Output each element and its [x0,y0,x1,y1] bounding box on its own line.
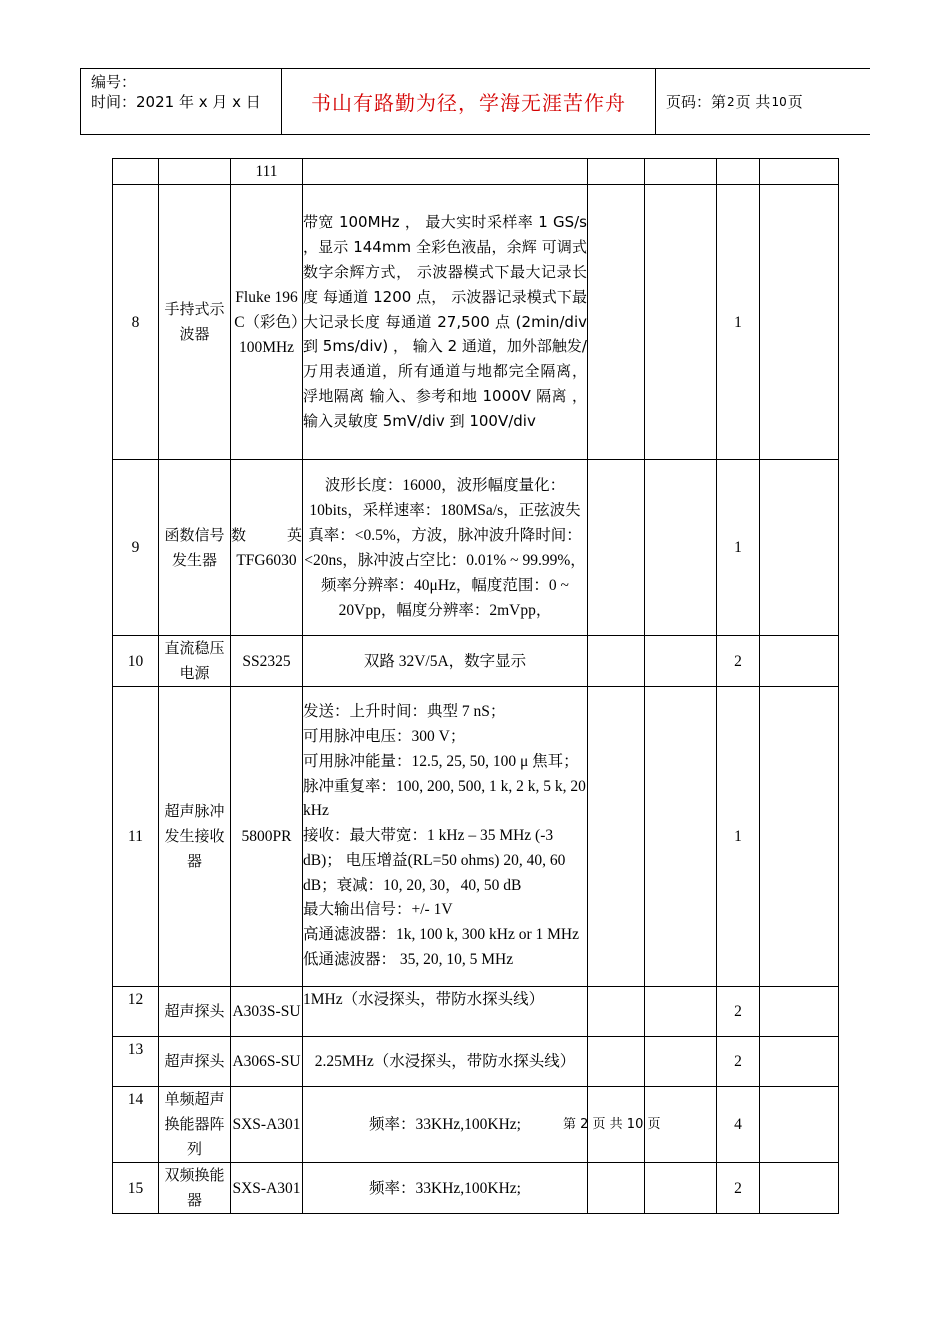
table-row [113,159,839,185]
table-row [113,687,839,987]
row-name: 双频换能器 [159,1163,231,1214]
row-spec: 双路 32V/5A，数字显示 [303,636,588,687]
row-empty-a [588,687,645,987]
row-model: A306S-SU [231,1037,303,1087]
page-mid: 页 共 [735,93,771,111]
row-model: SXS-A301 [231,1087,303,1163]
row-empty-b [645,1037,717,1087]
spec-line: 可用脉冲能量：12.5, 25, 50, 100 μ 焦耳；脉冲重复率：100, 200, 500, 1 k, 2 k, 5 k, 20 kHz [303,752,586,820]
page-prefix: 页码：第 [666,93,727,111]
row-empty-c [760,987,839,1037]
row-empty-a [588,185,645,460]
row-empty-c [760,1037,839,1087]
row-empty-a [588,460,645,636]
row-no [113,159,159,185]
spec-line: 高通滤波器：1k, 100 k, 300 kHz or 1 MHz 低通滤波器： 35, 20, 10, 5 MHz [303,926,579,969]
row-qty: 1 [717,460,760,636]
row-empty-c [760,159,839,185]
row-qty: 2 [717,1037,760,1087]
motto: 书山有路勤为径，学海无涯苦作舟 [311,91,626,115]
row-model: SXS-A301 [231,1163,303,1214]
row-empty-b [645,687,717,987]
equipment-table [112,158,839,1214]
row-model-maker-a: 数 [231,525,247,544]
row-model: SS2325 [231,636,303,687]
row-qty: 4 [717,1087,760,1163]
row-name: 超声探头 [159,1037,231,1087]
row-empty-a [588,1037,645,1087]
row-empty-c [760,185,839,460]
spec-line: 发送：上升时间：典型 7 nS； [303,703,506,721]
row-model-cell [231,460,303,636]
row-spec: 频率：33KHz,100KHz; [303,1163,588,1214]
row-qty: 2 [717,636,760,687]
row-empty-a [588,987,645,1037]
row-model-maker [231,523,302,548]
row-empty-a [588,159,645,185]
row-no: 11 [113,687,159,987]
row-no: 12 [113,987,159,1037]
spec-line: 接收：最大带宽：1 kHz – 35 MHz (-3 dB)； 电压增益(RL=50 ohms) 20, 40, 60 dB；衰减：10, 20, 30，40, 50 dB [303,827,566,894]
header-motto-cell [282,69,656,134]
row-empty-a [588,1163,645,1214]
row-model: 5800PR [231,687,303,987]
header-meta [81,69,282,134]
row-model-maker-b: 英 [286,525,302,544]
spec-line: 可用脉冲电压：300 V； [303,727,466,745]
row-empty-c [760,687,839,987]
row-empty-b [645,1163,717,1214]
table-row [113,1037,839,1087]
page-current: 2 [727,94,735,109]
row-qty: 1 [717,185,760,460]
spec-line: 最大输出信号：+/- 1V [303,901,453,919]
table-row [113,1163,839,1214]
page-footer-overlay: 第 2 页 共 10 页 [563,1117,661,1132]
row-name: 超声脉冲发生接收器 [159,687,231,987]
row-model: A303S-SU [231,987,303,1037]
row-spec [303,159,588,185]
row-empty-b [645,159,717,185]
row-name [159,159,231,185]
row-name: 超声探头 [159,987,231,1037]
row-no: 13 [113,1037,159,1087]
row-no: 14 [113,1087,159,1163]
row-model: 111 [231,159,303,185]
row-empty-a [588,636,645,687]
row-no: 9 [113,460,159,636]
table-row [113,185,839,460]
row-model: TFG6030 [236,551,297,569]
row-qty: 2 [717,1163,760,1214]
row-empty-c [760,636,839,687]
time-label: 时间：2021 年 x 月 x 日 [91,93,261,111]
page-indicator [656,69,871,134]
row-spec: 带宽 100MHz ， 最大实时采样率 1 GS/s ，显示 144mm 全彩色液晶，余辉 可调式数字余辉方式， 示波器模式下最大记录长度 每通道 1200 点， 示波器记录模式下最大记录长度 每通道 27,500 点 (2min/div 到 5ms/div) ， 输入 2 通道，加外部触发/万用表通道，所有通道与地都完全隔离，浮地隔离 输入、参考和地 1000V 隔离 ，输入灵敏度 5mV/div 到 100V/div [303,185,588,460]
table-row [113,460,839,636]
row-spec: 波形长度：16000，波形幅度量化：10bits，采样速率：180MSa/s，正弦波失真率：<0.5%，方波，脉冲波升降时间：<20ns，脉冲波占空比：0.01% ~ 99.99%，频率分辨率：40μHz，幅度范围：0 ~ 20Vpp，幅度分辨率：2mVpp， [303,460,588,636]
table-row [113,1087,839,1163]
row-empty-c [760,1087,839,1163]
row-empty-c [760,460,839,636]
page-total: 10 [771,94,787,109]
row-qty [717,159,760,185]
row-qty: 2 [717,987,760,1037]
row-name: 手持式示波器 [159,185,231,460]
row-empty-b [645,987,717,1037]
row-qty: 1 [717,687,760,987]
row-spec: 频率：33KHz,100KHz; [303,1087,588,1163]
row-model: Fluke 196C（彩色）100MHz [231,185,303,460]
row-spec: 1MHz（水浸探头，带防水探头线） [303,987,588,1037]
row-no: 15 [113,1163,159,1214]
table-row [113,636,839,687]
row-no: 10 [113,636,159,687]
row-empty-b [645,185,717,460]
row-empty-b [645,460,717,636]
serial-label: 编号： [91,73,137,91]
row-name: 函数信号发生器 [159,460,231,636]
row-empty-b [645,636,717,687]
row-name: 单频超声换能器阵列 [159,1087,231,1163]
row-spec-lines [303,687,588,987]
page-header [80,68,870,135]
table-row [113,987,839,1037]
row-name: 直流稳压电源 [159,636,231,687]
row-empty-c [760,1163,839,1214]
row-no: 8 [113,185,159,460]
row-spec: 2.25MHz（水浸探头，带防水探头线） [303,1037,588,1087]
page-suffix: 页 [787,93,803,111]
